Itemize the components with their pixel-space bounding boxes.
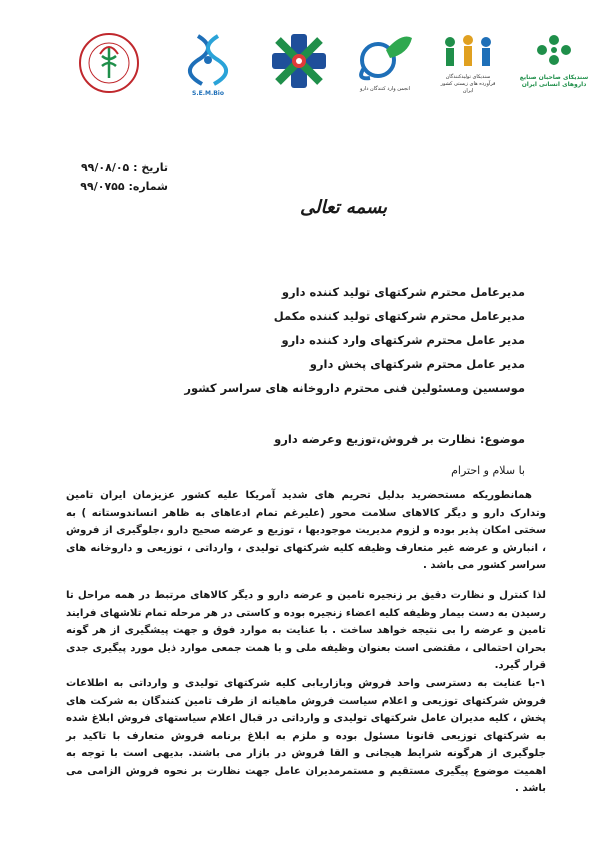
- body-paragraph-3: ۱-با عنایت به دسترسی واحد فروش وبازاریابی کلیه شرکتهای تولیدی و وارداتی به اطلاعات فروش شرکتهای توزیعی و اعلام سیاست فروش ماهیانه از طرف تامین کنندگان به شرکت های پخش ، کلیه مدیران عامل شرکتهای تولیدی و وارداتی در قبال اعلام سیاستهای فروش ابلاغ شده به شرکتهای توزیعی قانونا مسئول بوده و ملزم به ابلاغ برنامه فروش متعارف با تاکید بر جلوگیری از هرگونه شرایط هیجانی و القا فروش در بازار می باشند. بدیهی است با توجه به اهمیت موضوع پیگیری مستقیم و مستمرمدیران عامل جهت نظارت بر نحوه فروش الزامی می باشد .: [66, 678, 546, 794]
- human-pharma-syndicate-caption: سندیکای صاحبان صنایع داروهای انسانی ایران: [519, 74, 589, 88]
- importers-leaf-icon: [352, 32, 418, 84]
- sembio-logo: [182, 32, 234, 102]
- clover-cross-icon: [270, 32, 328, 90]
- drug-importers-logo: [352, 32, 418, 104]
- letter-number: شماره: ۹۹/۰۷۵۵: [80, 180, 168, 193]
- recipient-line: موسسین ومسئولین فنی محترم داروخانه های سراسر کشور: [184, 381, 525, 395]
- body-paragraph-1: همانطوریکه مستحضرید بدلیل تحریم های شدید آمریکا علیه کشور عزیزمان ایران تامین وتدارک دارو و دیگر کالاهای سلامت محور (علیرغم تمام ادعاهای به ظاهر انساندوستانه ) به سختی امکان پذیر بوده و لزوم مدیریت موجودیها ، توزیع و عرضه صحیح دارو ،جلوگیری از فروش ، انبارش و عرضه غیر متعارف وظیفه کلیه شرکتهای تولیدی ، وارداتی ، توزیعی و داروخانه های سراسر کشور می باشد .: [66, 490, 546, 571]
- recipient-line: مدیر عامل محترم شرکتهای وارد کننده دارو: [281, 333, 525, 347]
- logo-strip: [70, 32, 590, 112]
- recipient-line: مدیرعامل محترم شرکتهای تولید کننده مکمل: [273, 309, 525, 323]
- molecule-icon: [518, 32, 590, 72]
- letter-subject: موضوع: نظارت بر فروش،توزیع وعرضه دارو: [274, 432, 525, 446]
- recipient-line: مدیر عامل محترم شرکتهای پخش دارو: [309, 357, 525, 371]
- biological-distributors-caption: سندیکای تولیدکنندگان فرآورده های زیستی کشور ایران: [440, 74, 496, 94]
- letter-greeting: با سلام و احترام: [451, 464, 525, 477]
- body-paragraph-2: لذا کنترل و نظارت دقیق بر زنجیره تامین و عرضه دارو و دیگر کالاهای مرتبط در همه مراحل تا رسیدن به دست بیمار وظیفه کلیه اعضاء زنجیره بوده و کاستی در هر مرحله تمام تلاشهای فرایند تامین و عرضه را بی نتیجه خواهد ساخت . با عنایت به موارد فوق و جهت پیشگیری از هر گونه بحران احتمالی ، مقتضی است بعنوان وظیفه ملی و با همت جمعی موارد ذیل مورد پیگیری جدی قرار گیرد.: [66, 590, 546, 671]
- recipient-line: مدیرعامل محترم شرکتهای تولید کننده دارو: [281, 285, 525, 299]
- sembio-caption: S.E.M.Bio: [192, 90, 224, 97]
- human-pharma-syndicate-logo: [518, 32, 590, 104]
- recipients-list: [85, 280, 525, 400]
- people-group-icon: [438, 32, 498, 72]
- letter-date: تاریخ : ۹۹/۰۸/۰۵: [80, 161, 168, 174]
- iran-pharmacists-association-logo: [78, 32, 140, 94]
- besmellah-heading: بسمه تعالی: [300, 197, 388, 218]
- biological-distributors-logo: [438, 32, 498, 104]
- dna-helix-icon: [182, 32, 234, 88]
- drug-importers-caption: انجمن وارد کنندگان دارو: [360, 86, 410, 92]
- pharmacists-emblem-icon: [78, 32, 140, 94]
- clover-pharma-logo: [270, 32, 328, 90]
